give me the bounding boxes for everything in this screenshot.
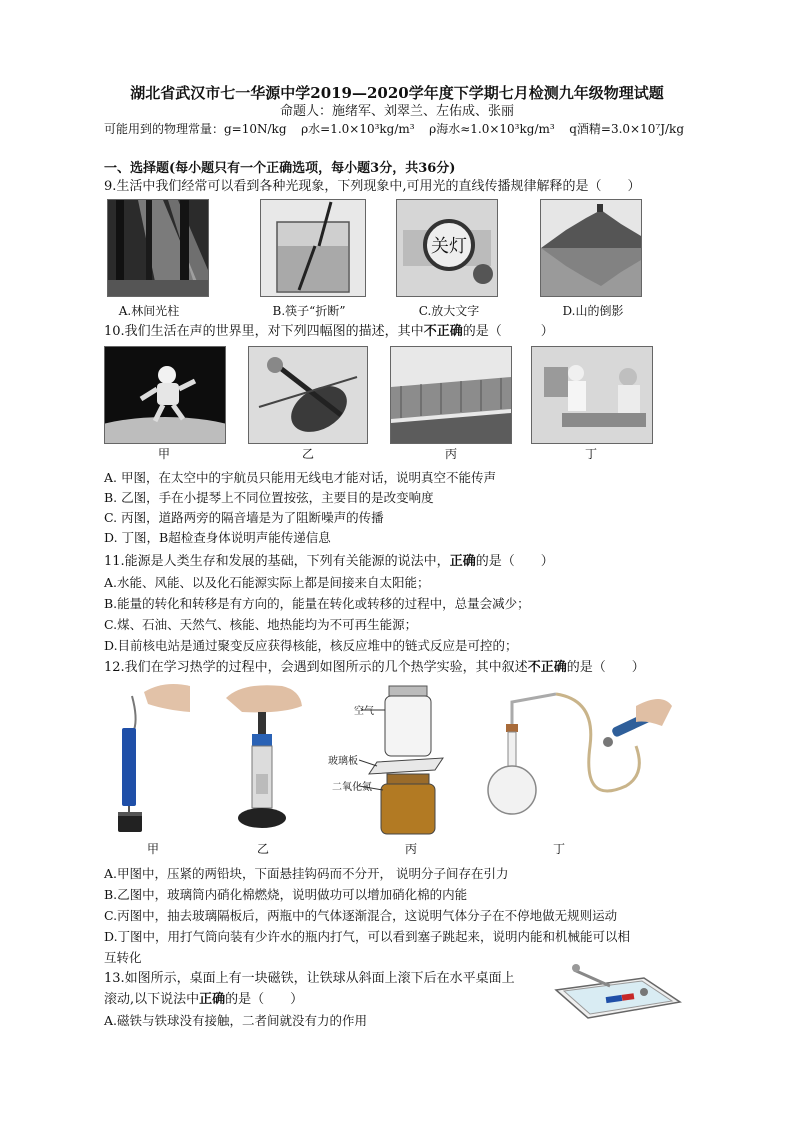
q10-caption-yi: 乙 xyxy=(301,447,314,461)
q12-option-d-line2: 互转化 xyxy=(104,950,142,965)
q13-stem-post: 的是（ ） xyxy=(225,992,304,1007)
constant-water-density: ρ水=1.0×10³kg/m³ xyxy=(301,122,415,136)
q10-caption-jia: 甲 xyxy=(157,447,170,461)
q12-option-c: C.丙图中，抽去玻璃隔板后，两瓶中的气体逐渐混合，这说明气体分子在不停地做无规则运动 xyxy=(104,908,618,923)
chopstick-in-water-illustration xyxy=(261,200,365,296)
q11-stem-pre: 11.能源是人类生存和发展的基础，下列有关能源的说法中， xyxy=(104,554,450,569)
q10-stem-pre: 10.我们生活在声的世界里，对下列四幅图的描述，其中 xyxy=(104,324,424,339)
q10-caption-ding: 丁 xyxy=(584,447,597,461)
q10-option-a: A. 甲图，在太空中的宇航员只能用无线电才能对话，说明真空不能传声 xyxy=(104,470,496,485)
q11-option-c: C.煤、石油、天然气、核能、地热能均为不可再生能源； xyxy=(104,617,418,632)
q11-stem xyxy=(104,553,554,571)
q10-image-ultrasound xyxy=(531,346,653,444)
q9-image-forest xyxy=(107,199,209,297)
q12-figure-lead-blocks xyxy=(104,678,190,834)
constant-alcohol-heat: q酒精=3.0×10⁷J/kg xyxy=(569,122,684,136)
exam-authors: 命题人：施绪军、刘翠兰、左佑成、张丽 xyxy=(279,104,514,119)
q10-option-b: B. 乙图，手在小提琴上不同位置按弦，主要目的是改变响度 xyxy=(104,490,434,505)
q11-stem-post: 的是（ ） xyxy=(475,554,554,569)
q10-image-astronaut xyxy=(104,346,226,444)
q13-stem-emphasis: 正确 xyxy=(199,992,226,1007)
q12-stem-post: 的是（ ） xyxy=(566,660,645,675)
q10-option-c: C. 丙图，道路两旁的隔音墙是为了阻断噪声的传播 xyxy=(104,510,384,525)
q9-caption-b: B.筷子“折断” xyxy=(272,304,346,318)
q9-image-magnifier xyxy=(396,199,498,297)
q13-stem-line2 xyxy=(104,991,303,1009)
q9-stem: 9.生活中我们经常可以看到各种光现象，下列现象中,可用光的直线传播规律解释的是（ ） xyxy=(104,179,641,194)
mountain-reflection-illustration xyxy=(541,200,641,296)
violin-illustration xyxy=(249,347,367,443)
q12-label-air: 空气 xyxy=(354,706,374,717)
q12-stem-emphasis: 不正确 xyxy=(527,660,567,675)
section-title: 一、选择题(每小题只有一个正确选项，每小题3分，共36分) xyxy=(104,161,456,176)
constant-g: 可能用到的物理常量：g=10N/kg xyxy=(104,122,287,136)
magnifier-illustration xyxy=(397,200,497,296)
q10-stem-emphasis: 不正确 xyxy=(423,324,463,339)
q10-image-sound-barrier xyxy=(390,346,512,444)
q12-stem-pre: 12.我们在学习热学的过程中，会遇到如图所示的几个热学实验，其中叙述 xyxy=(104,660,528,675)
q13-stem-pre: 滚动,以下说法中 xyxy=(104,992,200,1007)
q12-figure-compression-tube xyxy=(222,678,308,834)
q12-figure-flask-pump xyxy=(486,686,672,836)
q10-stem-post: 的是（ ） xyxy=(462,324,554,339)
forest-light-illustration xyxy=(108,200,208,296)
q12-caption-jia: 甲 xyxy=(146,842,159,856)
q9-caption-c: C.放大文字 xyxy=(418,304,480,318)
b-ultrasound-illustration xyxy=(532,347,652,443)
q9-caption-a: A.林间光柱 xyxy=(118,304,180,318)
q12-option-d-line1: D.丁图中，用打气筒向装有少许水的瓶内打气，可以看到塞子跳起来，说明内能和机械能可以相 xyxy=(104,929,631,944)
q9-caption-d: D.山的倒影 xyxy=(562,304,624,318)
q12-option-b: B.乙图中，玻璃筒内硝化棉燃烧，说明做功可以增加硝化棉的内能 xyxy=(104,887,468,902)
physical-constants xyxy=(104,120,684,137)
astronaut-illustration xyxy=(105,347,225,443)
q11-option-b: B.能量的转化和转移是有方向的，能量在转化或转移的过程中，总量会减少； xyxy=(104,596,530,611)
q12-stem xyxy=(104,659,645,677)
q13-option-a: A.磁铁与铁球没有接触，二者间就没有力的作用 xyxy=(104,1013,368,1028)
sound-barrier-illustration xyxy=(391,347,511,443)
q12-caption-yi: 乙 xyxy=(256,842,269,856)
q13-figure-magnet-table xyxy=(548,956,684,1022)
q10-image-violin xyxy=(248,346,368,444)
q11-option-a: A.水能、风能、以及化石能源实际上都是间接来自太阳能； xyxy=(104,575,430,590)
q11-option-d: D.目前核电站是通过聚变反应获得核能，核反应堆中的链式反应是可控的； xyxy=(104,638,518,653)
q11-stem-emphasis: 正确 xyxy=(449,554,476,569)
q12-option-a: A.甲图中，压紧的两铅块，下面悬挂钩码而不分开， 说明分子间存在引力 xyxy=(104,866,509,881)
q9-image-chopstick xyxy=(260,199,366,297)
q13-stem-line1: 13.如图所示，桌面上有一块磁铁，让铁球从斜面上滚下后在水平桌面上 xyxy=(104,971,515,986)
magnified-sign-text: 关灯 xyxy=(431,236,467,257)
q12-caption-ding: 丁 xyxy=(552,842,565,856)
q12-label-glass-plate: 玻璃板 xyxy=(328,756,358,767)
q10-caption-bing: 丙 xyxy=(444,447,457,461)
q10-stem xyxy=(104,323,554,341)
q12-caption-bing: 丙 xyxy=(404,842,417,856)
q9-image-reflection xyxy=(540,199,642,297)
q10-option-d: D. 丁图，B超检查身体说明声能传递信息 xyxy=(104,530,331,545)
exam-title: 湖北省武汉市七一华源中学2019—2020学年度下学期七月检测九年级物理试题 xyxy=(130,84,664,102)
constant-seawater-density: ρ海水≈1.0×10³kg/m³ xyxy=(429,122,555,136)
q12-label-no2: 二氧化氮 xyxy=(332,782,372,793)
